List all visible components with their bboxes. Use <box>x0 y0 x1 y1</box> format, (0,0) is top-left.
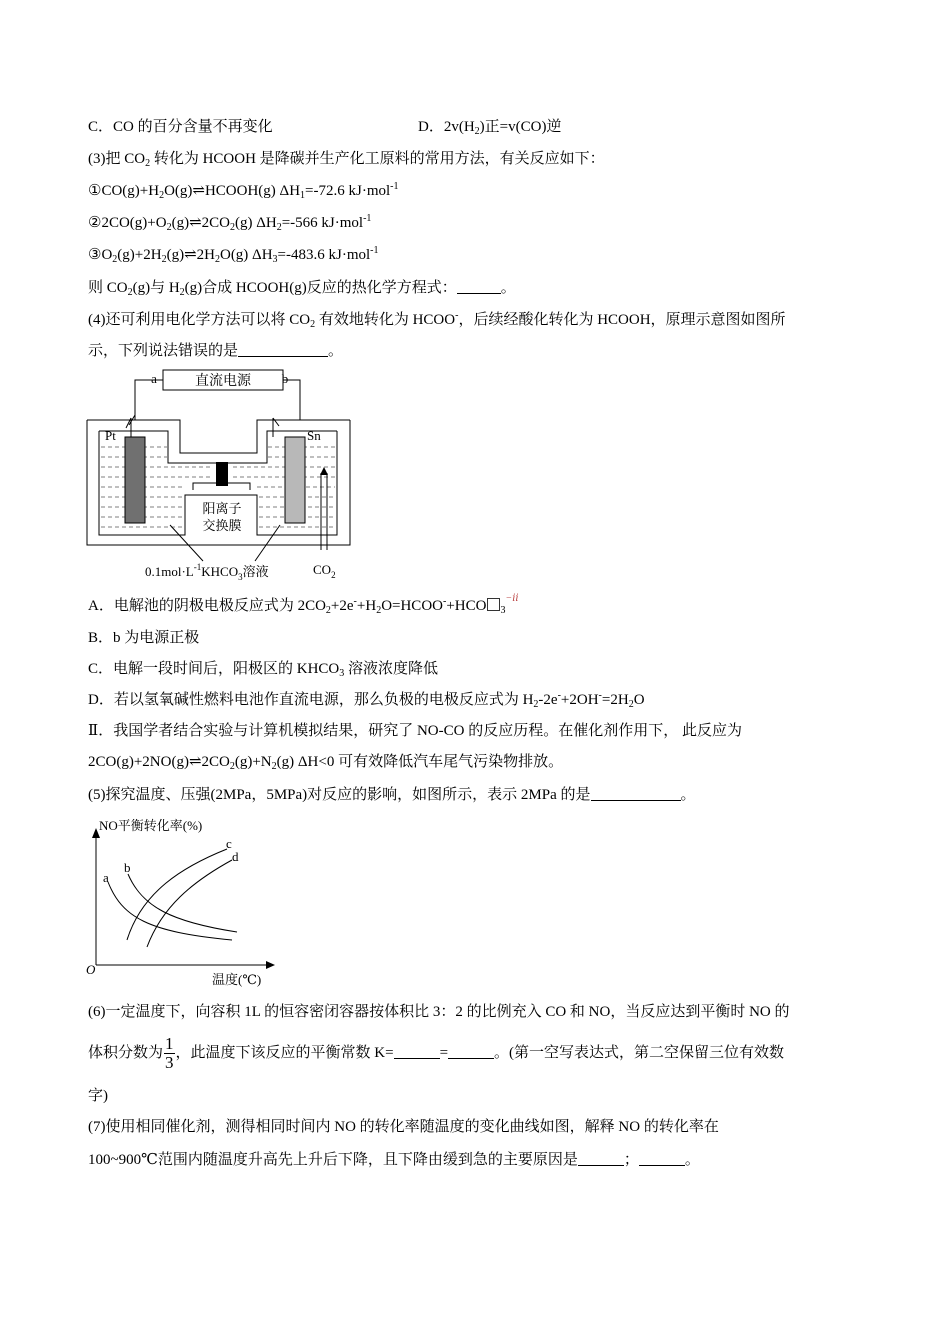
text: 2CO(g)+2NO(g)⇌2CO <box>88 754 230 770</box>
text: O(g)⇌HCOOH(g) ΔH <box>164 183 301 199</box>
text: =2H <box>601 692 629 708</box>
glitch-superscript: −𝑖𝑖 <box>505 593 519 604</box>
text: B．b 为电源正极 <box>88 630 200 646</box>
text: (g)与 H <box>132 280 180 296</box>
membrane-label-1: 阳离子 <box>202 501 242 516</box>
curve-b-label: b <box>124 860 131 875</box>
sn-label: Sn <box>307 428 321 443</box>
superscript: - <box>557 690 561 701</box>
text: +2e <box>330 598 354 614</box>
text: O <box>633 692 645 708</box>
subscript: 2 <box>145 158 151 169</box>
reaction-2 <box>88 213 371 233</box>
text: (g)合成 HCOOH(g)反应的热化学方程式： <box>184 280 457 296</box>
option-d-text-end: )正=v(CO)逆 <box>479 119 562 135</box>
subscript: 2 <box>325 605 331 616</box>
subscript: 2 <box>533 699 539 710</box>
text: 转化为 HCOOH 是降碳并生产化工原料的常用方法，有关反应如下： <box>150 151 605 167</box>
text: 体积分数为 <box>88 1045 164 1061</box>
reaction-3 <box>88 245 379 265</box>
text: 示，下列说法错误的是 <box>88 343 239 359</box>
subscript: 2 <box>628 699 634 710</box>
text: +HCO <box>446 598 487 614</box>
pt-electrode <box>125 437 145 523</box>
subscript: 2 <box>474 126 480 137</box>
superscript: - <box>353 596 357 607</box>
text: +H <box>356 598 377 614</box>
origin-label: O <box>86 962 96 977</box>
text: O=HCOO <box>381 598 443 614</box>
membrane-label-2: 交换膜 <box>202 518 242 533</box>
cation-exchange-membrane <box>216 462 228 486</box>
option-c-text: C．CO 的百分含量不再变化 <box>88 119 273 135</box>
option-c-line <box>88 117 273 137</box>
subscript: 2 <box>271 761 277 772</box>
superscript: - <box>598 690 602 701</box>
text: -2e <box>538 692 558 708</box>
x-axis-arrow <box>266 961 275 969</box>
curve-c <box>127 849 227 940</box>
question-3-ask <box>88 278 516 298</box>
text: O(g) ΔH <box>219 247 273 263</box>
question-4-line-2 <box>88 341 343 361</box>
text: 有效地转化为 HCOO <box>315 312 456 328</box>
q4-option-c <box>88 659 438 679</box>
solution-label: $0.1mol\cdot L^{-1}KHCO_3$溶液 <box>145 562 269 582</box>
answer-blank-2[interactable] <box>639 1151 685 1166</box>
wire-b <box>283 380 300 420</box>
text: ②2CO(g)+O <box>88 215 167 231</box>
part-2-line-1 <box>88 721 742 741</box>
text: ③O <box>88 247 113 263</box>
pt-label: Pt <box>105 428 116 443</box>
text: ①CO(g)+H <box>88 183 160 199</box>
subscript: 2 <box>159 190 165 201</box>
text: =-566 kJ·mol <box>281 215 364 231</box>
superscript: - <box>455 310 459 321</box>
text: (g)+N <box>234 754 272 770</box>
text: 。(第一空写表达式，第二空保留三位有效数 <box>494 1045 785 1061</box>
text: ，此温度下该反应的平衡常数 K= <box>175 1045 394 1061</box>
text: 字) <box>88 1088 108 1104</box>
terminal-b-label: b <box>281 371 289 386</box>
liquid-right <box>233 447 335 527</box>
question-6-line-1 <box>88 1002 790 1022</box>
option-d-text: D．2v(H <box>418 119 475 135</box>
electrolysis-diagram <box>85 365 360 585</box>
text: (3)把 CO <box>88 151 146 167</box>
text: (g)⇌2H <box>166 247 215 263</box>
superscript: - <box>442 596 447 607</box>
text: (6)一定温度下，向容积 1L 的恒容密闭容器按体积比 3：2 的比例充入 CO 和 NO，当反应达到平衡时 NO 的 <box>88 1004 790 1020</box>
subscript: 2 <box>310 319 316 330</box>
subscript: 2 <box>229 222 235 233</box>
question-6-line-2 <box>88 1033 784 1073</box>
text: 。 <box>328 343 344 359</box>
text: D．若以氢氧碱性燃料电池作直流电源，那么负极的电极反应式为 H <box>88 692 534 708</box>
denominator: 3 <box>165 1053 174 1073</box>
question-6-line-3 <box>88 1086 108 1106</box>
text: (g)+2H <box>117 247 162 263</box>
text: (g)⇌2CO <box>171 215 230 231</box>
subscript: 2 <box>214 254 220 265</box>
subscript: 2 <box>127 287 133 298</box>
text: (g) ΔH <box>234 215 277 231</box>
text: A．电解池的阴极电极反应式为 2CO <box>88 598 326 614</box>
curve-c-label: c <box>226 836 232 851</box>
text: = <box>439 1045 449 1061</box>
text: 溶液浓度降低 <box>344 661 439 677</box>
wire-a <box>135 380 163 420</box>
terminal-a-label: a <box>151 371 157 386</box>
answer-blank-2[interactable] <box>448 1044 494 1059</box>
curve-a <box>108 882 232 940</box>
text: Ⅱ．我国学者结合实验与计算机模拟结果，研究了 NO-CO 的反应历程。在催化剂作用下， 此反应为 <box>88 723 742 739</box>
co2-arrow <box>320 467 328 475</box>
curve-a-label: a <box>103 870 109 885</box>
subscript: 3 <box>500 605 506 616</box>
option-d-line <box>418 117 561 137</box>
question-3-intro <box>88 149 605 169</box>
superscript: -1 <box>363 213 372 224</box>
text: =-483.6 kJ·mol <box>277 247 371 263</box>
subscript: 3 <box>339 668 345 679</box>
subscript: 2 <box>179 287 185 298</box>
text: C．电解一段时间后，阳极区的 KHCO <box>88 661 340 677</box>
curve-d-label: d <box>232 849 239 864</box>
text: 。 <box>680 787 696 803</box>
text: =-72.6 kJ·mol <box>305 183 391 199</box>
subscript: 2 <box>376 605 382 616</box>
solution-pointer-right <box>255 525 280 561</box>
subscript: 2 <box>161 254 167 265</box>
y-axis-label: NO平衡转化率(%) <box>99 818 203 833</box>
text: +2OH <box>560 692 599 708</box>
q4-option-a <box>88 593 519 616</box>
superscript: -1 <box>390 181 399 192</box>
text: 。 <box>684 1152 700 1168</box>
answer-blank[interactable] <box>591 786 681 801</box>
conversion-graph <box>82 812 292 992</box>
text: 。 <box>500 280 516 296</box>
subscript: 3 <box>272 254 278 265</box>
subscript: 1 <box>300 190 306 201</box>
text: (g) ΔH<0 可有效降低汽车尾气污染物排放。 <box>276 754 564 770</box>
reaction-1 <box>88 181 399 201</box>
subscript: 2 <box>276 222 282 233</box>
curve-b <box>128 874 237 932</box>
q4-option-b <box>88 628 199 648</box>
answer-blank[interactable] <box>238 342 328 357</box>
fraction-one-third <box>164 1035 175 1072</box>
missing-glyph-icon <box>487 598 500 611</box>
superscript: -1 <box>370 245 379 256</box>
solution-pointer-left <box>170 525 203 561</box>
question-7-line-2 <box>88 1150 700 1170</box>
subscript: 2 <box>166 222 172 233</box>
subscript: 2 <box>112 254 118 265</box>
text: 则 CO <box>88 280 128 296</box>
text: ； <box>623 1152 639 1168</box>
text: (7)使用相同催化剂，测得相同时间内 NO 的转化率随温度的变化曲线如图，解释 NO 的转化率在 <box>88 1119 719 1135</box>
text: (5)探究温度、压强(2MPa，5MPa)对反应的影响，如图所示，表示 2MPa 的是 <box>88 787 591 803</box>
x-axis-label: 温度(℃) <box>212 972 262 987</box>
answer-blank[interactable] <box>457 279 501 294</box>
question-7-line-1 <box>88 1117 719 1137</box>
power-supply-label: 直流电源 <box>195 374 251 389</box>
text: ，后续经酸化转化为 HCOOH，原理示意图如图所 <box>458 312 786 328</box>
answer-blank-1[interactable] <box>578 1151 624 1166</box>
numerator: 1 <box>165 1034 174 1054</box>
liquid-left <box>101 447 213 527</box>
question-4-line-1 <box>88 310 786 330</box>
part-2-line-2 <box>88 752 563 772</box>
subscript: 2 <box>229 761 235 772</box>
text: 100~900℃范围内随温度升高先上升后下降，且下降由缓到急的主要原因是 <box>88 1152 578 1168</box>
co2-label: $CO_2$ <box>313 562 336 580</box>
q4-option-d <box>88 690 645 710</box>
answer-blank-1[interactable] <box>394 1044 440 1059</box>
text: (4)还可利用电化学方法可以将 CO <box>88 312 311 328</box>
question-5 <box>88 785 696 805</box>
sn-electrode <box>285 437 305 523</box>
